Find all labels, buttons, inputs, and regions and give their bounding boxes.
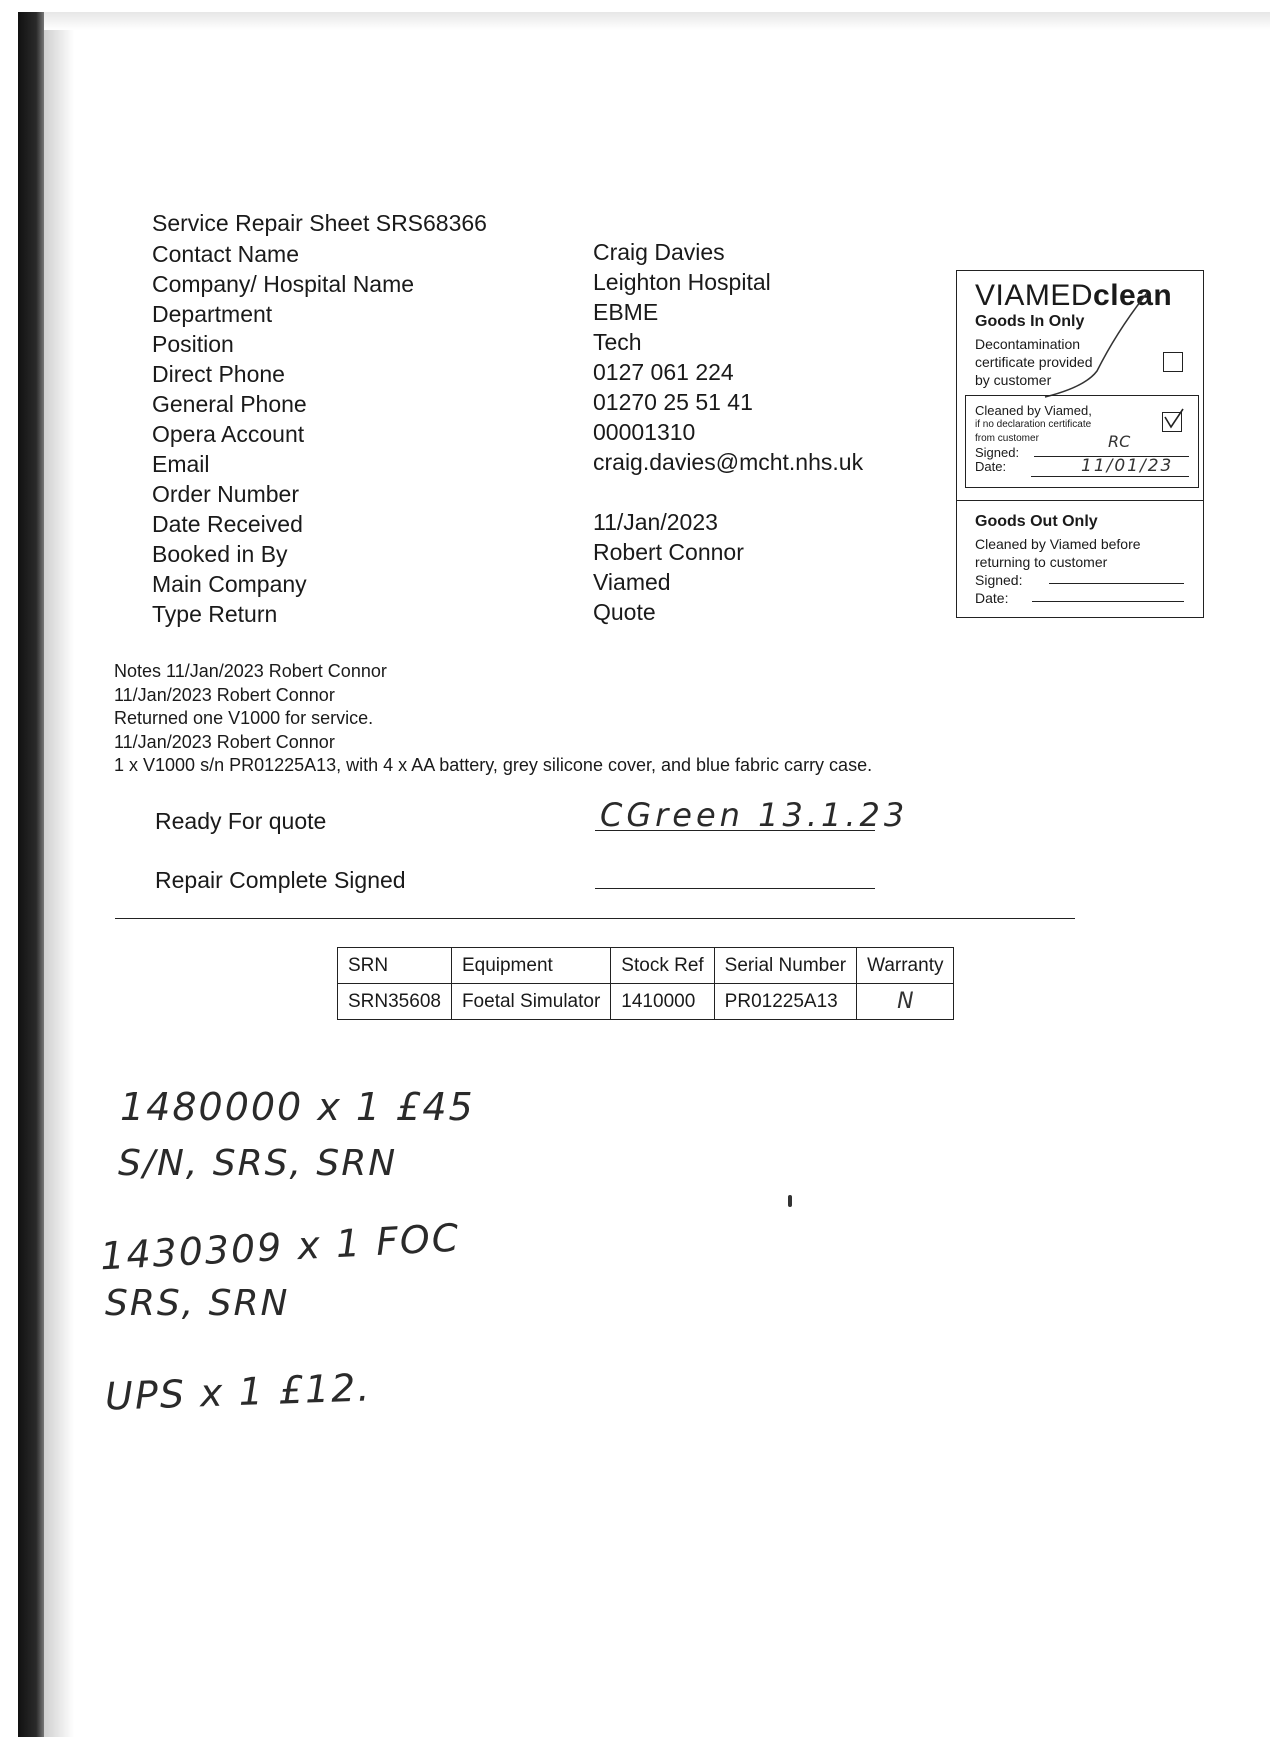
notes-block — [114, 660, 872, 778]
value-type-return: Quote — [593, 599, 656, 625]
date-label: Date: — [975, 459, 1007, 474]
note-line: Returned one V1000 for service. — [114, 708, 374, 728]
goods-out-text — [975, 535, 1141, 607]
cell-warranty: N — [857, 984, 954, 1020]
handwritten-line: S/N, SRS, SRN — [118, 1143, 398, 1184]
date-line — [1031, 476, 1189, 477]
goods-in-line: Decontamination — [975, 336, 1081, 352]
cell-equipment: Foetal Simulator — [451, 984, 610, 1020]
label-company: Company/ Hospital Name — [152, 271, 415, 297]
cell-srn: SRN35608 — [338, 984, 452, 1020]
cleaned-by-viamed-checkbox[interactable] — [1162, 412, 1182, 432]
value-direct-phone: 0127 061 224 — [593, 359, 734, 385]
value-general-phone: 01270 25 51 41 — [593, 389, 753, 415]
repair-complete-label: Repair Complete Signed — [155, 867, 406, 893]
value-company: Leighton Hospital — [593, 269, 771, 295]
scan-speck — [788, 1195, 792, 1207]
brand-light: VIAMED — [975, 279, 1094, 312]
goods-out-date-line — [1032, 601, 1184, 602]
viamed-clean-stamp — [956, 270, 1204, 618]
note-line: Notes 11/Jan/2023 Robert Connor — [114, 661, 387, 681]
cleaned-by-label: Cleaned by Viamed, — [975, 403, 1092, 418]
note-line: 1 x V1000 s/n PR01225A13, with 4 x AA battery, grey silicone cover, and blue fabric carry case. — [114, 755, 873, 775]
scan-top-shadow — [44, 12, 1270, 30]
goods-in-title: Goods In Only — [975, 313, 1085, 330]
signed-initials: RC — [1108, 432, 1131, 451]
equipment-table — [337, 947, 954, 1020]
label-email: Email — [152, 451, 210, 477]
value-date-received: 11/Jan/2023 — [593, 509, 718, 535]
goods-out-signed-line — [1049, 583, 1184, 584]
page-title: Service Repair Sheet SRS68366 — [152, 210, 487, 236]
cleaned-by-text — [975, 404, 1092, 474]
label-type-return: Type Return — [152, 601, 278, 627]
brand-bold: clean — [1093, 279, 1173, 312]
table-header-row — [338, 948, 954, 984]
no-declaration-line: from customer — [975, 433, 1039, 444]
header-serial-number: Serial Number — [714, 948, 856, 984]
header-warranty: Warranty — [857, 948, 954, 984]
goods-in-line: by customer — [975, 372, 1052, 388]
signed-date: 11/01/23 — [1081, 456, 1174, 476]
signed-label: Signed: — [975, 445, 1020, 460]
handwritten-line: 1480000 x 1 £45 — [120, 1085, 475, 1129]
ready-for-quote-label: Ready For quote — [155, 808, 327, 834]
label-order-number: Order Number — [152, 481, 299, 507]
header-stock-ref: Stock Ref — [611, 948, 714, 984]
value-department: EBME — [593, 299, 659, 325]
goods-out-date-label: Date: — [975, 590, 1009, 606]
goods-out-line: returning to customer — [975, 554, 1108, 570]
decontamination-checkbox[interactable] — [1163, 352, 1183, 372]
no-declaration-line: if no declaration certificate — [975, 419, 1092, 430]
label-contact-name: Contact Name — [152, 241, 300, 267]
ready-signature-line — [595, 830, 875, 831]
value-main-company: Viamed — [593, 569, 671, 595]
note-line: 11/Jan/2023 Robert Connor — [114, 731, 335, 752]
label-date-received: Date Received — [152, 511, 303, 537]
goods-out-divider — [957, 500, 1203, 501]
label-position: Position — [152, 331, 234, 357]
scan-edge-shadow — [44, 12, 74, 1737]
repair-signature-line — [595, 888, 875, 889]
strike-through-mark — [1037, 291, 1152, 401]
goods-out-title: Goods Out Only — [975, 513, 1098, 530]
handwritten-line: SRS, SRN — [105, 1283, 290, 1324]
label-department: Department — [152, 301, 273, 327]
cell-stock-ref: 1410000 — [611, 984, 714, 1020]
value-booked-in-by: Robert Connor — [593, 539, 744, 565]
header-equipment: Equipment — [451, 948, 610, 984]
cell-serial-number: PR01225A13 — [714, 984, 856, 1020]
label-direct-phone: Direct Phone — [152, 361, 285, 387]
check-mark-icon — [1161, 407, 1185, 431]
value-opera-account: 00001310 — [593, 419, 696, 445]
label-main-company: Main Company — [152, 571, 307, 597]
handwritten-line: UPS x 1 £12. — [104, 1365, 373, 1419]
goods-out-signed-label: Signed: — [975, 572, 1023, 588]
header-srn: SRN — [338, 948, 452, 984]
goods-in-line: certificate provided — [975, 354, 1093, 370]
ready-for-quote-signature: CGreen 13.1.23 — [600, 796, 909, 834]
value-email: craig.davies@mcht.nhs.uk — [593, 449, 864, 475]
label-booked-in-by: Booked in By — [152, 541, 288, 567]
cleaned-by-viamed-box — [965, 395, 1199, 488]
value-contact-name: Craig Davies — [593, 239, 725, 265]
goods-out-line: Cleaned by Viamed before — [975, 536, 1141, 552]
value-position: Tech — [593, 329, 642, 355]
label-general-phone: General Phone — [152, 391, 307, 417]
label-opera-account: Opera Account — [152, 421, 305, 447]
section-divider — [115, 918, 1075, 919]
note-line: 11/Jan/2023 Robert Connor — [114, 684, 335, 705]
handwritten-line: 1430309 x 1 FOC — [99, 1215, 462, 1279]
table-row — [338, 984, 954, 1020]
scan-edge — [18, 12, 44, 1737]
